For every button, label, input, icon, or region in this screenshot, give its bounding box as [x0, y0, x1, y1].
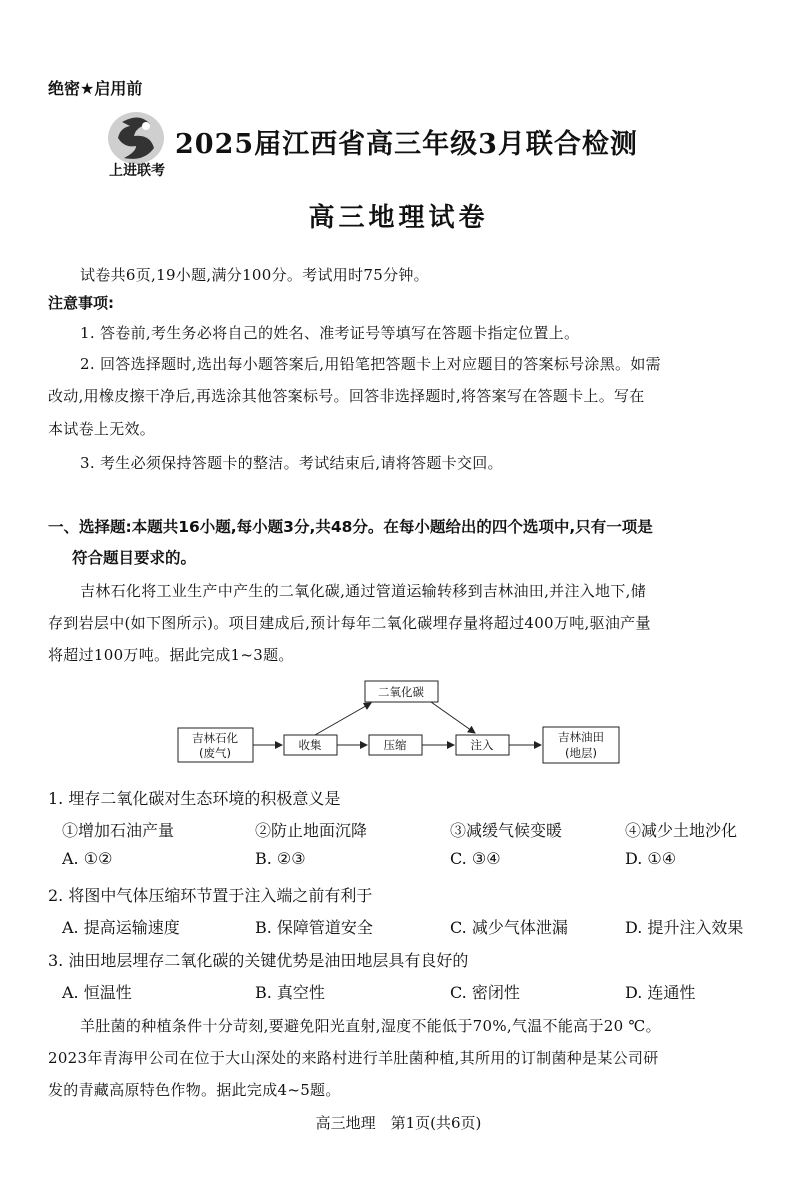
question-2-option-a: A. 提高运输速度 [62, 918, 180, 937]
passage-1-line-3: 将超过100万吨。据此完成1~3题。 [48, 646, 294, 664]
compress-label: 压缩 [383, 738, 407, 752]
question-1-option-a: A. ①② [62, 849, 113, 868]
co2-label: 二氧化碳 [378, 685, 424, 699]
question-1-option-c: C. ③④ [450, 849, 501, 868]
notice-item-2-line-2: 改动,用橡皮擦干净后,再选涂其他答案标号。回答非选择题时,将答案写在答题卡上。写在 [48, 387, 645, 405]
section-heading-line-2: 符合题目要求的。 [72, 549, 197, 567]
passage-2-line-3: 发的青藏高原特色作物。据此完成4~5题。 [48, 1081, 341, 1099]
target-label-line-2: (地层) [565, 746, 597, 760]
question-1-stem: 1. 埋存二氧化碳对生态环境的积极意义是 [48, 789, 341, 808]
target-label-line-1: 吉林油田 [558, 730, 604, 744]
page-footer: 高三地理 第1页(共6页) [315, 1114, 482, 1132]
question-2-option-c: C. 减少气体泄漏 [450, 918, 568, 937]
exam-subtitle: 高三地理试卷 [308, 203, 489, 233]
question-2-option-b: B. 保障管道安全 [255, 918, 373, 937]
source-label-line-2: (废气) [199, 746, 231, 760]
notice-item-2-line-3: 本试卷上无效。 [48, 420, 156, 438]
arrow-co2-to-inject [431, 702, 475, 733]
exam-title: 2025届江西省高三年级3月联合检测 [175, 129, 638, 160]
inject-label: 注入 [470, 738, 494, 752]
question-1-option-d: D. ①④ [625, 849, 677, 868]
notice-item-3: 3. 考生必须保持答题卡的整洁。考试结束后,请将答题卡交回。 [80, 454, 503, 472]
notice-item-2-line-1: 2. 回答选择题时,选出每小题答案后,用铅笔把答题卡上对应题目的答案标号涂黑。如需 [80, 355, 661, 373]
question-3-option-c: C. 密闭性 [450, 983, 520, 1002]
question-1-statement-3: ③减缓气候变暖 [450, 821, 563, 840]
passage-2-line-1: 羊肚菌的种植条件十分苛刻,要避免阳光直射,湿度不能低于70%,气温不能高于20 ℃。 [80, 1017, 661, 1035]
question-3-option-d: D. 连通性 [625, 983, 696, 1002]
notice-item-1: 1. 答卷前,考生务必将自己的姓名、准考证号等填写在答题卡指定位置上。 [80, 324, 580, 342]
question-1-option-b: B. ②③ [255, 849, 306, 868]
secret-label: 绝密★启用前 [48, 79, 143, 98]
intro-text: 试卷共6页,19小题,满分100分。考试用时75分钟。 [80, 266, 429, 284]
arrow-collect-to-co2 [315, 703, 371, 735]
collect-label: 收集 [298, 738, 322, 752]
passage-1-line-1: 吉林石化将工业生产中产生的二氧化碳,通过管道运输转移到吉林油田,并注入地下,储 [80, 582, 647, 600]
question-3-option-b: B. 真空性 [255, 983, 325, 1002]
co2-flow-diagram [175, 676, 625, 772]
notice-heading: 注意事项: [48, 294, 114, 312]
logo-text: 上进联考 [109, 163, 165, 179]
question-2-stem: 2. 将图中气体压缩环节置于注入端之前有利于 [48, 886, 373, 905]
question-1-statement-4: ④减少土地沙化 [625, 821, 738, 840]
question-1-statement-2: ②防止地面沉降 [255, 821, 368, 840]
question-3-option-a: A. 恒温性 [62, 983, 132, 1002]
passage-1-line-2: 存到岩层中(如下图所示)。项目建成后,预计每年二氧化碳埋存量将超过400万吨,驱油产量 [48, 614, 651, 632]
source-label-line-1: 吉林石化 [192, 731, 238, 745]
question-2-option-d: D. 提升注入效果 [625, 918, 744, 937]
question-3-stem: 3. 油田地层埋存二氧化碳的关键优势是油田地层具有良好的 [48, 951, 469, 970]
question-1-statement-1: ①增加石油产量 [62, 821, 175, 840]
section-heading-line-1: 一、选择题:本题共16小题,每小题3分,共48分。在每小题给出的四个选项中,只有一项是 [48, 518, 653, 536]
passage-2-line-2: 2023年青海甲公司在位于大山深处的来路村进行羊肚菌种植,其所用的订制菌种是某公司研 [48, 1049, 659, 1067]
